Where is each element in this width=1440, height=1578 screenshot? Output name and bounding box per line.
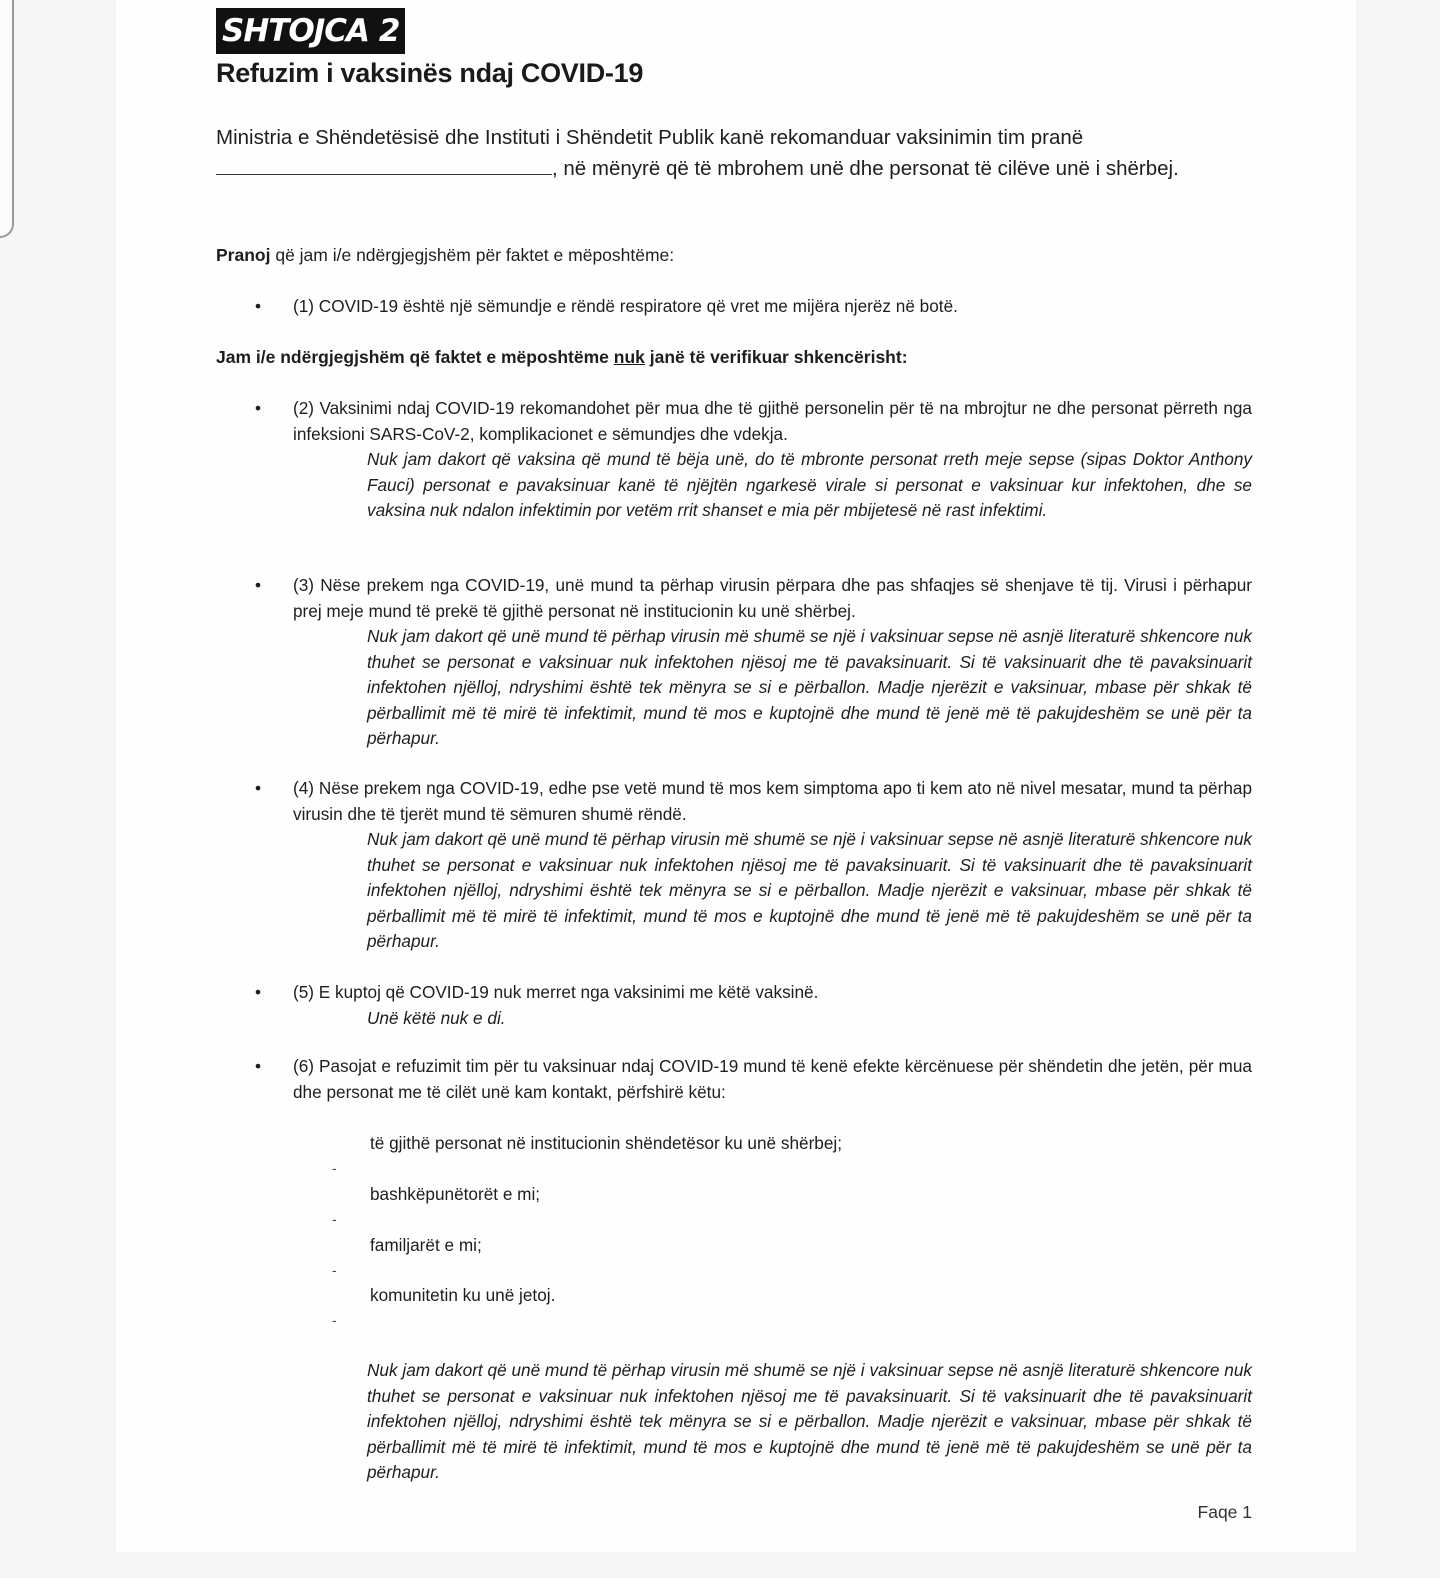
item-text: (6) Pasojat e refuzimit tim për tu vaksinuar ndaj COVID-19 mund të kenë efekte kërcënuese për shëndetin dhe jetën, për mua dhe personat me të cilët unë kam kontakt, përfshirë këtu: bbox=[293, 1056, 1252, 1102]
item-text: (1) COVID-19 është një sëmundje e rëndë respiratore që vret me mijëra njerëz në botë. bbox=[293, 296, 958, 316]
annex-badge: SHTOJCA 2 bbox=[216, 8, 405, 54]
acknowledge-text: që jam i/e ndërgjegjshëm për faktet e mëposhtëme: bbox=[270, 245, 675, 265]
adjacent-card-edge bbox=[0, 0, 14, 238]
sub-list-item: familjarët e mi; bbox=[370, 1235, 482, 1255]
dash-icon: - bbox=[332, 1160, 337, 1176]
dash-icon: - bbox=[332, 1211, 337, 1227]
bullet-icon: • bbox=[255, 982, 262, 1002]
item-text: (3) Nëse prekem nga COVID-19, unë mund ta përhap virusin përpara dhe pas shfaqjes së shenjave të tij. Virusi i përhapur prej meje mund të prekë të gjithë personat në institucionin ku unë shërbej. bbox=[293, 575, 1252, 621]
blank-fill-line[interactable] bbox=[216, 156, 552, 175]
sub-list-item: komunitetin ku unë jetoj. bbox=[370, 1285, 556, 1305]
item-comment: Unë këtë nuk e di. bbox=[367, 1007, 506, 1028]
item-text: (5) E kuptoj që COVID-19 nuk merret nga vaksinimi me këtë vaksinë. bbox=[293, 982, 819, 1002]
acknowledge-keyword: Pranoj bbox=[216, 245, 271, 265]
dash-icon: - bbox=[332, 1262, 337, 1278]
list-item-verified bbox=[255, 294, 1252, 320]
sub-list-item: bashkëpunëtorët e mi; bbox=[370, 1184, 541, 1204]
item-comment: Nuk jam dakort që unë mund të përhap virusin më shumë se një i vaksinuar sepse në asnjë literaturë shkencore nuk thuhet se personat e vaksinuar nuk infektohen njësoj me të pavaksinuarit. Si të vaksinuarit dhe të pavaksinuarit infektohen njëlloj, ndryshimi është tek mënyra se si e përballon. Madje njerëzit e vaksinuar, mbase për shkak të përballimit më të mirë të infektimit, mund të mos e kuptojnë dhe mund të jenë më të pakujdeshëm se unë për ta përhapur. bbox=[367, 829, 1252, 951]
item-text: (4) Nëse prekem nga COVID-19, edhe pse vetë mund të mos kem simptoma apo ti kem ato në nivel mesatar, mund ta përhap virusin dhe të tjerët mund të sëmuren shumë rëndë. bbox=[293, 778, 1252, 824]
item-comment: Nuk jam dakort që unë mund të përhap virusin më shumë se një i vaksinuar sepse në asnjë literaturë shkencore nuk thuhet se personat e vaksinuar nuk infektohen njësoj me të pavaksinuarit. Si të vaksinuarit dhe të pavaksinuarit infektohen njëlloj, ndryshimi është tek mënyra se si e përballon. Madje njerëzit e vaksinuar, mbase për shkak të përballimit më të mirë të infektimit, mund të mos e kuptojnë dhe mund të jenë më të pakujdeshëm se unë për ta përhapur. bbox=[367, 626, 1252, 748]
closing-comment: Nuk jam dakort që unë mund të përhap virusin më shumë se një i vaksinuar sepse në asnjë literaturë shkencore nuk thuhet se personat e vaksinuar nuk infektohen njësoj me të pavaksinuarit. Si të vaksinuarit dhe të pavaksinuarit infektohen njëlloj, ndryshimi është tek mënyra se si e përballon. Madje njerëzit e vaksinuar, mbase për shkak të përballimit më të mirë të infektimit, mund të mos e kuptojnë dhe mund të jenë më të pakujdeshëm se unë për ta përhapur. bbox=[367, 1360, 1252, 1482]
bullet-icon: • bbox=[255, 575, 262, 595]
list-item bbox=[255, 776, 1252, 955]
underlined-word: nuk bbox=[613, 347, 645, 367]
unverified-heading-part1: Jam i/e ndërgjegjshëm që faktet e mëposhtëme bbox=[216, 347, 614, 367]
item-comment: Nuk jam dakort që vaksina që mund të bëja unë, do të mbronte personat rreth meje sepse (sipas Doktor Anthony Fauci) personat e pavaksinuar kanë të njëjtën ngarkesë virale si personat e vaksinuar kur infektohen, dhe se vaksina nuk ndalon infektimin por vetëm rrit shanset e mia për mbijetesë në rast infektimi. bbox=[367, 449, 1252, 520]
bullet-icon: • bbox=[255, 398, 262, 418]
unverified-heading bbox=[216, 345, 908, 370]
document-title: Refuzim i vaksinës ndaj COVID-19 bbox=[216, 58, 644, 88]
item-text: (2) Vaksinimi ndaj COVID-19 rekomandohet për mua dhe të gjithë personelin për të na mbrojtur ne dhe personat përreth nga infeksioni SARS-CoV-2, komplikacionet e sëmundjes dhe vdekja. bbox=[293, 398, 1252, 444]
intro-text-end: , në mënyrë që të mbrohem unë dhe personat të cilëve unë i shërbej. bbox=[552, 157, 1179, 180]
bullet-icon: • bbox=[255, 296, 262, 316]
acknowledge-heading bbox=[216, 243, 674, 268]
list-item bbox=[255, 573, 1252, 752]
dash-icon: - bbox=[332, 1312, 337, 1328]
list-item bbox=[255, 980, 1252, 1031]
sub-list-item: të gjithë personat në institucionin shëndetësor ku unë shërbej; bbox=[370, 1133, 843, 1153]
intro-paragraph bbox=[216, 122, 1252, 184]
list-item bbox=[255, 1054, 1252, 1105]
intro-text-start: Ministria e Shëndetësisë dhe Instituti i Shëndetit Publik kanë rekomanduar vaksinimin tim pranë bbox=[216, 126, 1084, 149]
list-item bbox=[255, 396, 1252, 524]
bullet-icon: • bbox=[255, 1056, 262, 1076]
page-number: Faqe 1 bbox=[1197, 1502, 1252, 1522]
bullet-icon: • bbox=[255, 778, 262, 798]
unverified-heading-part2: janë të verifikuar shkencërisht: bbox=[644, 347, 908, 367]
